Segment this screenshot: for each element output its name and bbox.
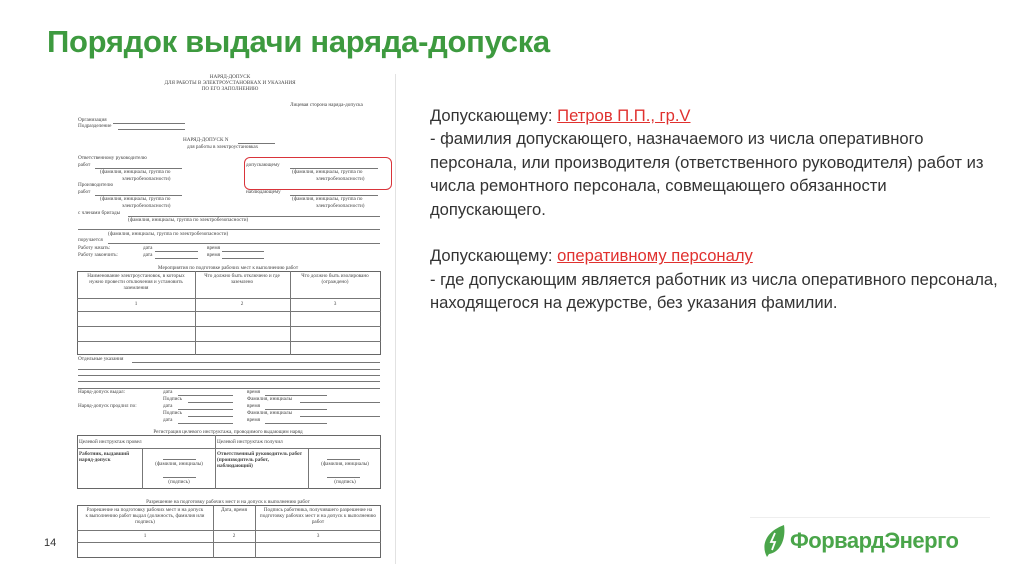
doc-text: электробезопасности) [122, 176, 171, 182]
table-header: Что должно быть отключено и где заземлено [204, 273, 280, 285]
doc-text: (фамилия, инициалы, группа по электробезопасности) [128, 217, 249, 223]
description: - где допускающим является работник из числа оперативного персонала, находящегося на дежурстве, без указания фамилии. [430, 269, 998, 313]
doc-heading: ДЛЯ РАБОТЫ В ЭЛЕКТРОУСТАНОВКАХ И УКАЗАНИЯ [164, 80, 296, 86]
doc-text: Организация [78, 117, 107, 123]
page-number: 14 [44, 537, 57, 549]
col-number: 1 [134, 301, 138, 307]
doc-text: дата [163, 417, 173, 423]
doc-text: работ [78, 189, 91, 195]
doc-text: Ответственному руководителю [78, 155, 147, 161]
doc-text: наблюдающему [246, 189, 281, 195]
doc-text: поручается [78, 237, 103, 243]
highlighted-value: Петров П.П., гр.V [557, 106, 691, 125]
highlight-box [244, 157, 392, 190]
doc-text: работ [78, 162, 91, 168]
doc-text: Наряд-допуск выдал: [78, 389, 126, 395]
doc-text: время [207, 252, 221, 258]
col-number: 2 [232, 533, 236, 539]
table-header: Наименование электроустановок, в которых нужно провести отключения и установить заземления [87, 273, 185, 291]
doc-text: дата [143, 245, 153, 251]
doc-text: (фамилия, инициалы, группа по [100, 169, 171, 175]
doc-text: Подпись [163, 396, 183, 402]
doc-text: время [247, 417, 261, 423]
doc-text: дата [143, 252, 153, 258]
doc-text: Производителю [78, 182, 114, 188]
table-cell: (подпись) [334, 479, 356, 485]
doc-text: (фамилия, инициалы, группа по электробезопасности) [108, 231, 229, 237]
doc-text: с членами бригады [78, 210, 121, 216]
doc-text: НАРЯД-ДОПУСК N [183, 137, 229, 143]
table-caption: Разрешение на подготовку рабочих мест и на допуск к выполнению работ [146, 499, 310, 505]
col-number: 1 [143, 533, 147, 539]
doc-text: допускающему [246, 162, 280, 168]
doc-text: Наряд-допуск продлил по: [78, 403, 137, 409]
label: Допускающему: [430, 246, 558, 266]
doc-text: электробезопасности) [122, 203, 171, 209]
table-cell: (подпись) [168, 479, 190, 485]
table-cell: (фамилия, инициалы) [321, 461, 369, 467]
doc-text: (фамилия, инициалы, группа по [292, 169, 363, 175]
doc-heading: ПО ЕГО ЗАПОЛНЕНИЮ [201, 86, 259, 92]
logo-text: ФорвардЭнерго [790, 528, 959, 553]
doc-text: Работу начать: [78, 245, 111, 251]
doc-text: Работу закончить: [78, 252, 118, 258]
col-number: 3 [316, 533, 320, 539]
doc-text: для работы в электроустановках [187, 144, 259, 150]
table-caption: Регистрация целевого инструктажа, проводимого выдающим наряд [153, 429, 303, 435]
doc-text: электробезопасности) [316, 203, 365, 209]
table-header: Целевой инструктаж провел [79, 439, 142, 445]
table-header: Дата, время [221, 507, 247, 513]
highlighted-value: оперативному персоналу [557, 246, 753, 266]
doc-text: Лицевая сторона наряда-допуска [290, 102, 363, 108]
doc-text: дата [163, 389, 173, 395]
doc-text: время [247, 403, 261, 409]
doc-text: дата [163, 403, 173, 409]
table-caption: Мероприятия по подготовке рабочих мест к выполнению работ [157, 265, 299, 271]
slide-title: Порядок выдачи наряда-допуска [47, 24, 550, 59]
doc-text: (фамилия, инициалы, группа по [292, 196, 363, 202]
label: Допускающему: [430, 106, 558, 125]
table-cell: (фамилия, инициалы) [155, 461, 203, 467]
doc-text: Подпись [163, 410, 183, 416]
col-number: 2 [240, 301, 244, 307]
doc-text: Подразделение [78, 123, 112, 129]
table-header: Подпись работника, получившего разрешение на подготовку рабочих мест и на допуск к выполнению работ [259, 507, 377, 525]
doc-text: Фамилия, инициалы [247, 410, 293, 416]
doc-text: электробезопасности) [316, 176, 365, 182]
doc-text: (фамилия, инициалы, группа по [100, 196, 171, 202]
table-header: Целевой инструктаж получил [217, 439, 283, 445]
doc-text: время [207, 245, 221, 251]
table-header: Что должно быть изолировано (ограждено) [301, 273, 369, 285]
table-cell: Работник, выдавший наряд-допуск [79, 451, 130, 463]
col-number: 3 [333, 301, 337, 307]
table-cell: Ответственный руководитель работ (производитель работ, наблюдающий) [217, 451, 303, 469]
logo [763, 524, 958, 558]
doc-text: Отдельные указания [78, 356, 124, 362]
doc-text: время [247, 389, 261, 395]
description: - фамилия допускающего, назначаемого из числа оперативного персонала, или производителя (ответственного руководителя) работ из числа ремонтного персонала, совмещающего обязанности допускающего. [430, 129, 984, 219]
table-header: Разрешение на подготовку рабочих мест и на допуск к выполнению работ выдал (должность, фамилия или подпись) [85, 507, 205, 525]
divider [750, 517, 990, 518]
doc-heading: НАРЯД-ДОПУСК [209, 74, 251, 80]
doc-text: Фамилия, инициалы [247, 396, 293, 402]
leaf-icon [763, 524, 785, 558]
explanation-text [430, 104, 1000, 338]
